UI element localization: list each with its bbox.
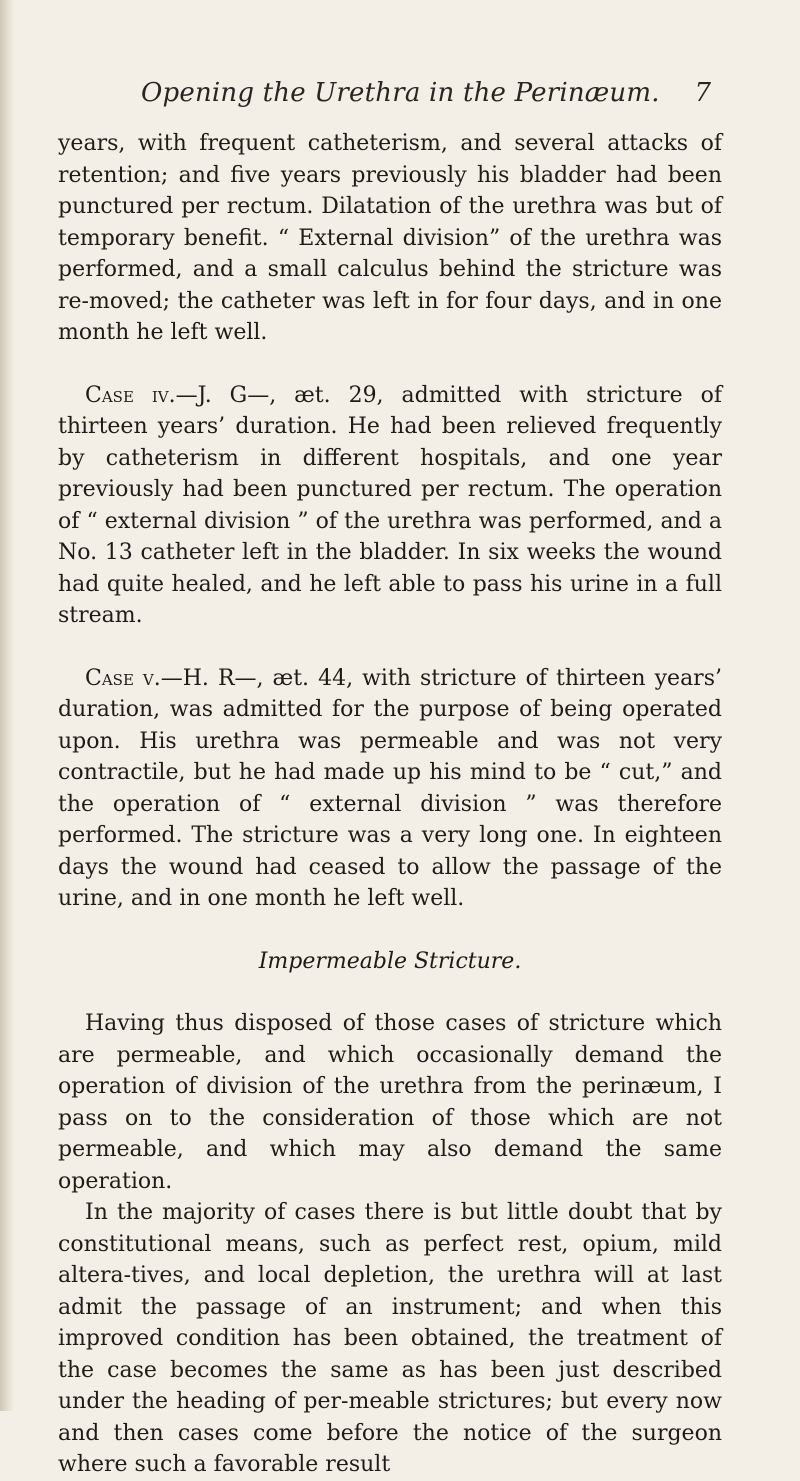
case-label: Case iv.— <box>85 382 198 408</box>
page-binding-edge <box>0 0 14 1411</box>
page-number: 7 <box>694 78 711 108</box>
running-header <box>141 78 711 108</box>
paragraph: Having thus disposed of those cases of stricture which are permeable, and which occasionally demand the operation of division of the urethra from the perinæum, I pass on to the consideration of those which are not permeable, and which may also demand the same operation. <box>58 1011 722 1194</box>
case-text: H. R—, æt. 44, with stricture of thirteen years’ duration, was admitted for the purpose of being operated upon. His urethra was permeable and was not very contractile, but he had made up his mind to be “ cut,” and the operation of “ external division ” was therefore performed. The stricture was a very long one. In eighteen days the wound had ceased to allow the passage of the urine, and in one month he left well. <box>58 665 722 911</box>
page-body <box>58 128 722 1481</box>
case-text: J. G—, æt. 29, admitted with stricture of thirteen years’ duration. He had been relieved frequently by catheterism in different hospitals, and one year previously had been punctured per rectum. The operation of “ external division ” of the urethra was performed, and a No. 13 catheter left in the bladder. In six weeks the wound had quite healed, and he left able to pass his urine in a full stream. <box>58 382 722 628</box>
paragraph-case-5 <box>58 663 722 915</box>
paragraph-case-4 <box>58 380 722 632</box>
case-label: Case v.— <box>85 665 183 691</box>
section-heading: Impermeable Stricture. <box>258 948 522 974</box>
running-title: Opening the Urethra in the Perinæum. <box>141 78 660 108</box>
paragraph: In the majority of cases there is but little doubt that by constitutional means, such as perfect rest, opium, mild altera-tives, and local depletion, the urethra will at last admit the passage of an instrument; and when this improved condition has been obtained, the treatment of the case becomes the same as has been just described under the heading of per-meable strictures; but every now and then cases come before the notice of the surgeon where such a favorable result <box>58 1200 722 1477</box>
paragraph-continued: years, with frequent catheterism, and several attacks of retention; and five years previously his bladder had been punctured per rectum. Dilatation of the urethra was but of temporary benefit. “ External division” of the urethra was performed, and a small calculus behind the stricture was re-moved; the catheter was left in for four days, and in one month he left well. <box>58 131 722 345</box>
